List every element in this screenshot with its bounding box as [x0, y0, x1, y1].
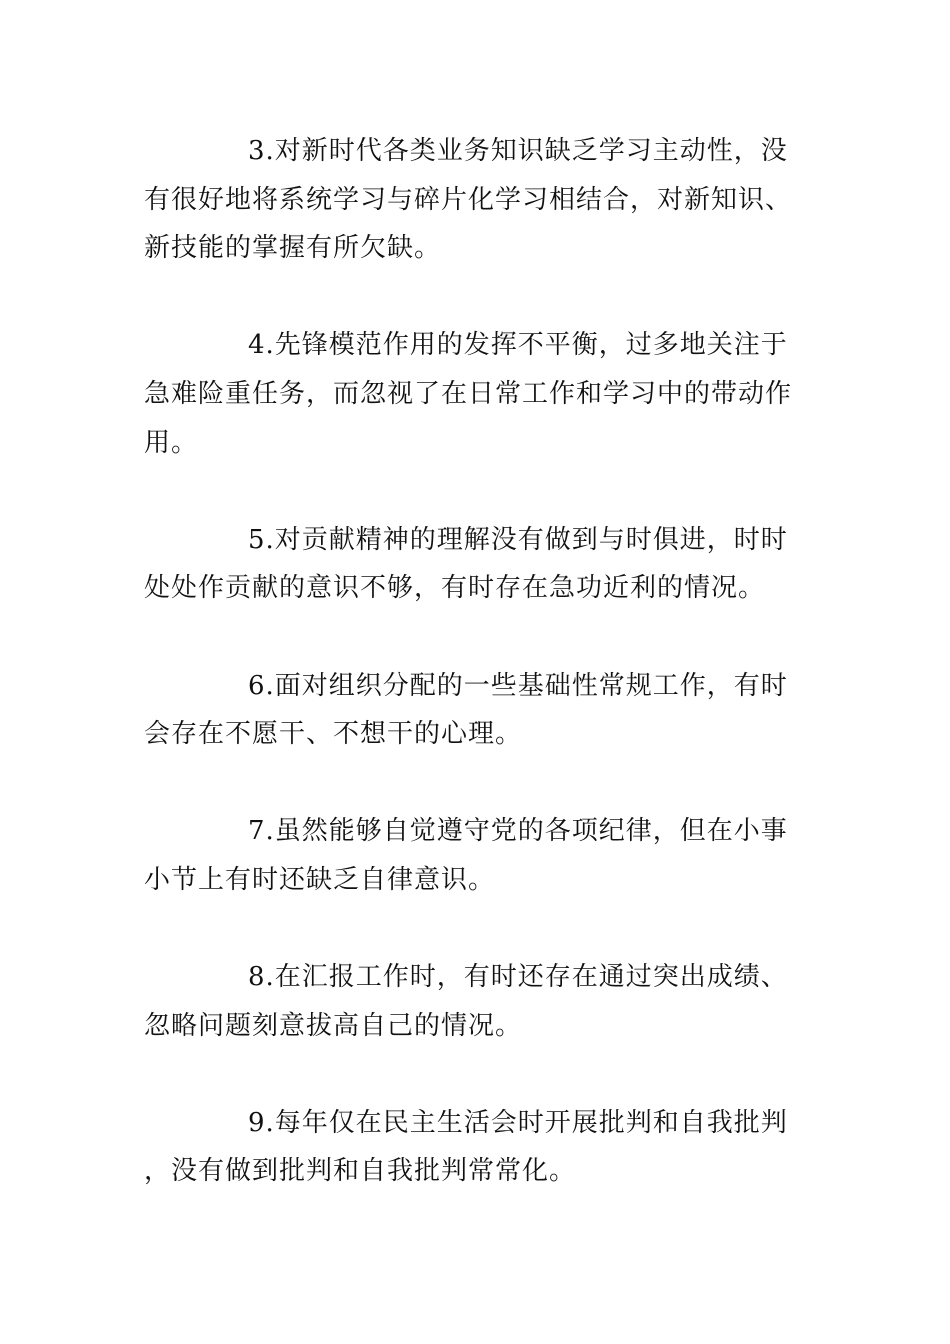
paragraph-item-5: 5.对贡献精神的理解没有做到与时俱进，时时处处作贡献的意识不够，有时存在急功近利的情况。 [144, 524, 788, 604]
paragraph-item-8: 8.在汇报工作时，有时还存在通过突出成绩、忽略问题刻意拔高自己的情况。 [144, 962, 788, 1041]
paragraph-item-4: 4.先锋模范作用的发挥不平衡，过多地关注于急难险重任务，而忽视了在日常工作和学习中的带动作用。 [144, 330, 793, 458]
paragraph-item-3: 3.对新时代各类业务知识缺乏学习主动性，没有很好地将系统学习与碎片化学习相结合，对新知识、新技能的掌握有所欠缺。 [144, 136, 793, 264]
document-body [144, 127, 810, 1196]
paragraph-item-7: 7.虽然能够自觉遵守党的各项纪律，但在小事小节上有时还缺乏自律意识。 [144, 816, 788, 895]
paragraph-item-6: 6.面对组织分配的一些基础性常规工作，有时会存在不愿干、不想干的心理。 [144, 670, 788, 750]
paragraph-item-9: 9.每年仅在民主生活会时开展批判和自我批判，没有做到批判和自我批判常常化。 [144, 1107, 788, 1187]
